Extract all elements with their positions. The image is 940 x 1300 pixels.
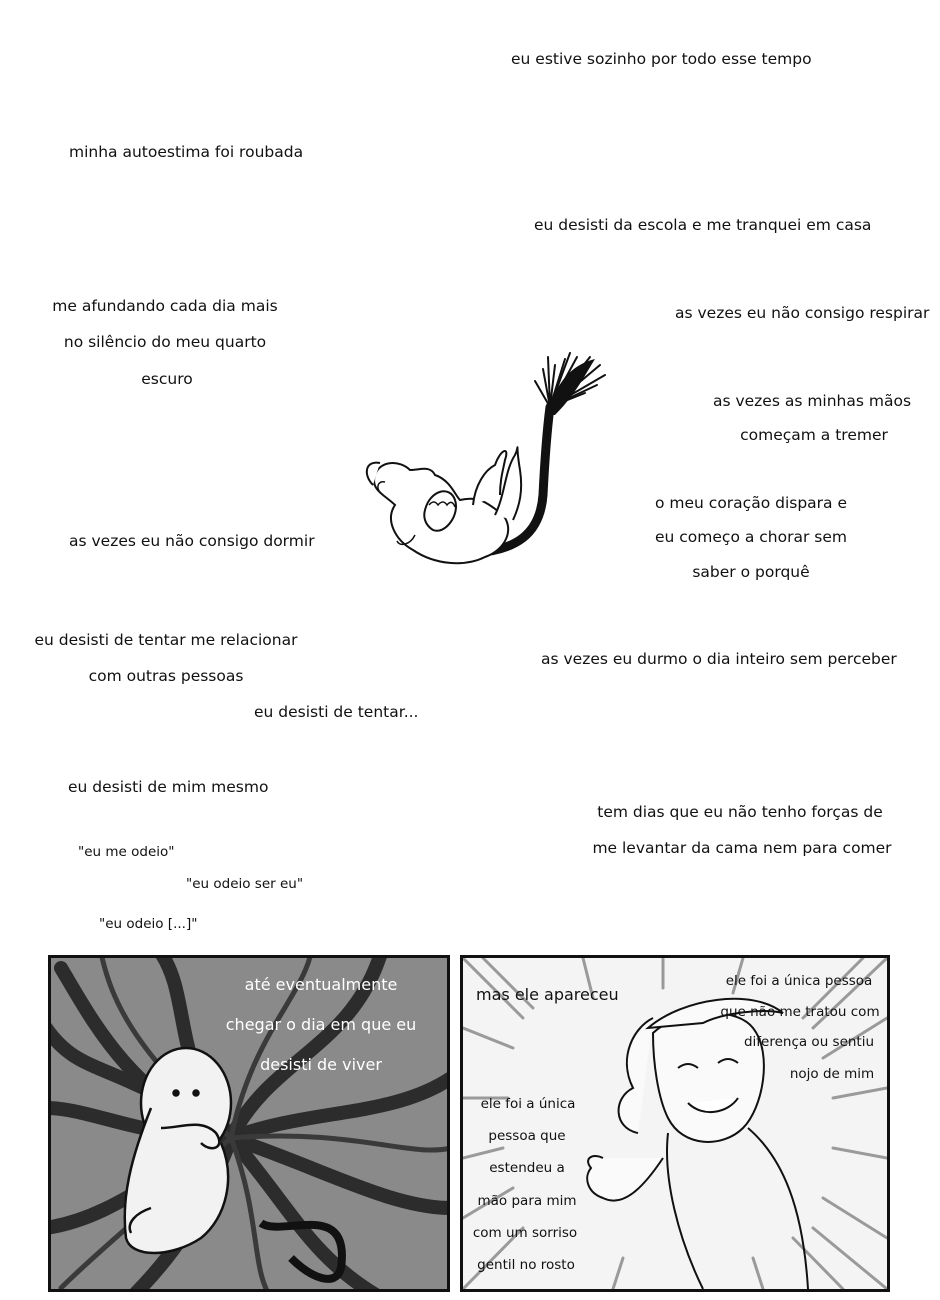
narration-line-school: eu desisti da escola e me tranquei em casa: [534, 216, 872, 234]
panel-right-title: mas ele apareceu: [476, 985, 619, 1004]
narration-line-strength-2: me levantar da cama nem para comer: [592, 839, 892, 857]
narration-line-heart-2: eu começo a chorar sem: [655, 528, 847, 546]
panel-right-left-6: gentil no rosto: [477, 1257, 575, 1273]
narration-line-breathe: as vezes eu não consigo respirar: [675, 304, 930, 322]
panel-he-appeared: [460, 955, 890, 1292]
narration-line-relate-2: com outras pessoas: [88, 667, 244, 685]
narration-line-sleep: as vezes eu não consigo dormir: [69, 532, 315, 550]
quote-hate-myself: "eu me odeio": [78, 844, 175, 860]
panel-right-left-4: mão para mim: [477, 1193, 577, 1209]
panel-right-top-4: nojo de mim: [789, 1066, 875, 1082]
narration-line-selfesteem: minha autoestima foi roubada: [69, 143, 304, 161]
panel-right-top-2: que não me tratou com: [720, 1004, 880, 1020]
panel-right-left-1: ele foi a única: [480, 1096, 576, 1112]
panel-despair: [48, 955, 450, 1292]
panel-right-left-2: pessoa que: [488, 1128, 566, 1144]
narration-line-oversleep: as vezes eu durmo o dia inteiro sem perceber: [541, 650, 897, 668]
panel-right-top-1: ele foi a única pessoa: [725, 973, 873, 989]
swirl-background: [51, 958, 447, 1289]
narration-line-sinking-1: me afundando cada dia mais: [52, 297, 278, 315]
quote-hate-ellipsis: "eu odeio [...]": [99, 916, 198, 932]
panel-right-left-3: estendeu a: [489, 1160, 565, 1176]
narration-line-relate-3: eu desisti de tentar...: [254, 703, 419, 721]
narration-line-heart-3: saber o porquê: [692, 563, 810, 581]
narration-line-heart-1: o meu coração dispara e: [655, 494, 847, 512]
panel-right-left-5: com um sorriso: [472, 1225, 578, 1241]
narration-line-hands-2: começam a tremer: [740, 426, 888, 444]
narration-line-alone: eu estive sozinho por todo esse tempo: [511, 50, 812, 68]
panel-left-text-3: desisti de viver: [260, 1055, 382, 1074]
narration-line-relate-1: eu desisti de tentar me relacionar: [34, 631, 298, 649]
panel-left-text-1: até eventualmente: [244, 975, 398, 994]
narration-line-sinking-3: escuro: [141, 370, 193, 388]
panel-right-top-3: diferença ou sentiu: [743, 1034, 875, 1050]
quote-hate-being-me: "eu odeio ser eu": [186, 876, 304, 892]
panel-left-text-2: chegar o dia em que eu: [225, 1015, 417, 1034]
narration-line-hands-1: as vezes as minhas mãos: [712, 392, 912, 410]
curled-creature-illustration: [355, 345, 615, 580]
narration-line-strength-1: tem dias que eu não tenho forças de: [597, 803, 883, 821]
narration-line-gaveup-self: eu desisti de mim mesmo: [68, 778, 269, 796]
narration-line-sinking-2: no silêncio do meu quarto: [63, 333, 267, 351]
